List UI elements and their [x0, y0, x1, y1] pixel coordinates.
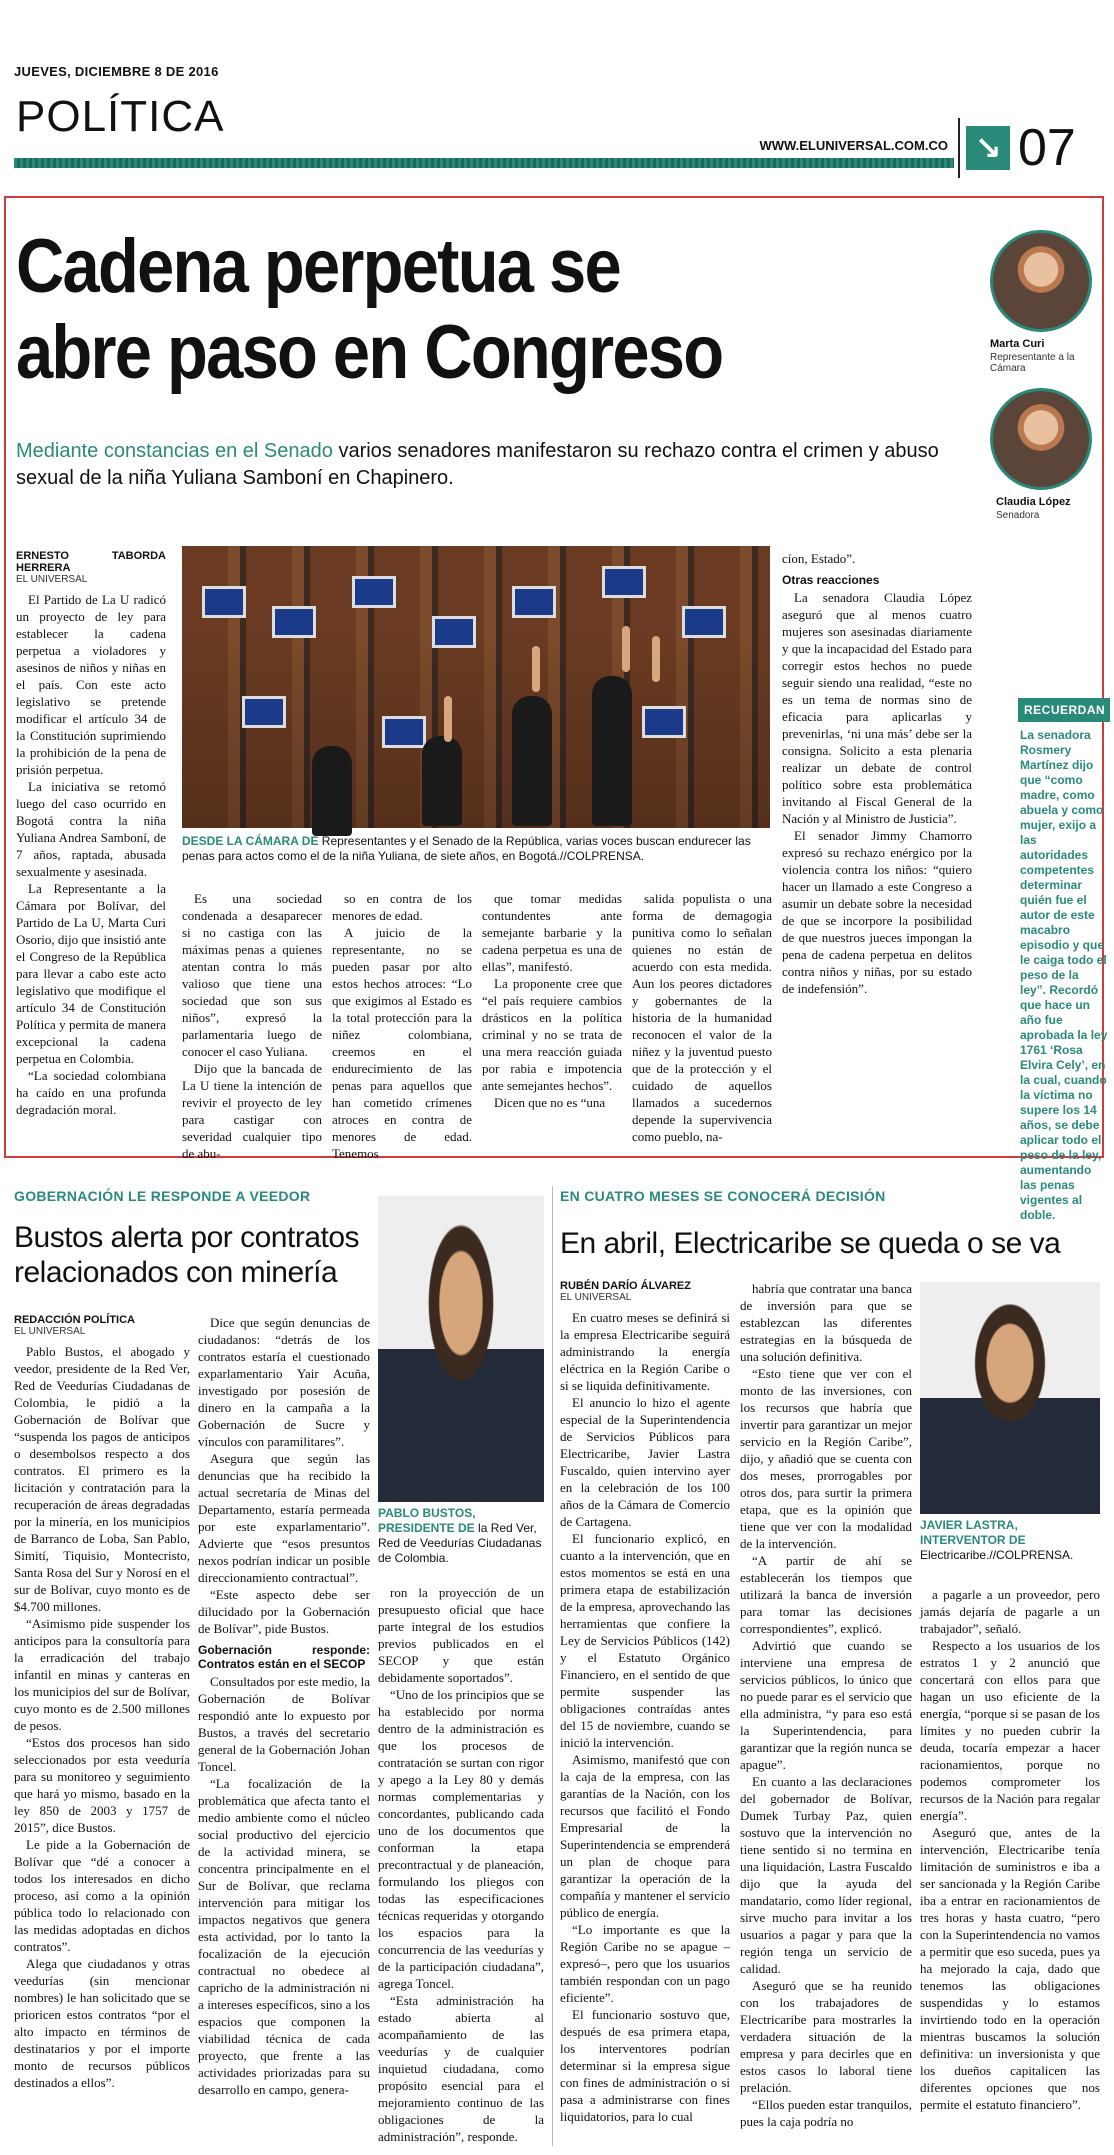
- paragraph: Le pide a la Gobernación de Bolívar que “dé a conocer a todos los interesados en dicho proceso, así como a la opinión pública todo lo relacionado con las medidas adoptadas en dichos contratos”.: [14, 1837, 190, 1954]
- paragraph: Aseguró que, antes de la intervención, Electricaribe tenía limitación de suministros e iba a ser sancionada y la Región Caribe iba a entrar en racionamientos de tres horas y hasta cuatro, “pero con la Superintendencia no vamos a permitir que eso suceda, pues ya ha mejorado la caja, dado que tenemos las obligaciones suspendidas y lo estamos invirtiendo todo en la operación mientras buscamos la solución definitiva: un inversionista y que los dueños capitalicen las diferentes opciones que nos permite el estatuto financiero”.: [920, 1825, 1100, 2112]
- deck-rest: varios senadores manifestaron su rechazo contra el crimen y abuso sexual de la niña Yuliana Samboní en Chapinero.: [16, 440, 939, 489]
- lastra-photo: [920, 1282, 1100, 1514]
- bustos-title: [14, 1220, 374, 1290]
- page-header: [14, 0, 1100, 182]
- header-rule: [14, 158, 954, 168]
- monitor: [242, 696, 286, 728]
- monitor: [352, 576, 396, 608]
- paragraph: so en contra de los menores de edad.: [332, 891, 472, 923]
- electricaribe-column-2: [740, 1280, 912, 2152]
- bustos-photo-caption: [378, 1506, 544, 1566]
- paragraph: El funcionario sostuvo que, después de esa primera etapa, los interventores podrían determinar si la empresa sigue con fines de administración o si pasa a administrarse con fines liquidatorios, para lo cual: [560, 2007, 730, 2124]
- avatar-name: Claudia López: [996, 496, 1071, 508]
- raised-hand: [532, 646, 540, 692]
- article-column-2: [182, 890, 322, 1161]
- byline-org: EL UNIVERSAL: [14, 1326, 86, 1337]
- paragraph: Es una sociedad condenada a desaparecer si no castiga con las máximas penas a quienes atentan contra lo más valioso que tiene una sociedad que son sus niños”, expresó la parlamentaria luego de conocer el caso Yuliana.: [182, 891, 322, 1059]
- bustos-photo: [378, 1196, 544, 1502]
- paragraph: “La focalización de la problemática que afecta tanto el medio ambiente como el núcleo social productivo del ejercicio de la actividad minera, se concentra principalmente en el Sur de Bolívar, que reclama intervención para mitigar los impactos negativos que genera esta actividad, por lo tanto la focalización de la ejecución contractual no obedece al capricho de la administración ni a intereses específicos, sino a los espacios que componen la viabilidad técnica de cada proyecto, que frente a las actividades priorizadas para su desarrollo en campo, genera-: [198, 1776, 370, 2097]
- legislator-figure: [592, 676, 632, 826]
- paragraph: Asimismo, manifestó que con la caja de la empresa, con las garantías de la Nación, con los recursos que facilitó el Fondo Empresarial de la Superintendencia se emprenderá un plan de choque para garantizar la operación de la compañía y mantener el servicio público de energía.: [560, 1752, 730, 1920]
- electricaribe-column-1: [560, 1280, 730, 2152]
- legislator-figure: [422, 736, 462, 826]
- caption-rest: la Red Ver, Red de Veedurías Ciudadanas de Colombia.: [378, 1521, 542, 1565]
- monitor: [642, 706, 686, 738]
- paragraph: El anuncio lo hizo el agente especial de la Superintendencia de Servicios Públicos para Electricaribe, Javier Lastra Fuscaldo, quien intervino ayer en la celebración de los 100 años de la Cámara de Comercio de Cartagena.: [560, 1395, 730, 1529]
- monitor: [272, 606, 316, 638]
- monitor: [432, 616, 476, 648]
- avatar-claudia-lopez: [990, 388, 1092, 490]
- paragraph: que tomar medidas contundentes ante semejante barbarie y la cadena perpetua es una de ellas”, manifestó.: [482, 891, 622, 974]
- paragraph: El funcionario explicó, en cuanto a la intervención, que en estos momentos se está en una primera etapa de estabilización de la empresa, aprovechando las herramientas que confiere la Ley de Servicios Públicos (142) y el Estatuto Orgánico Financiero, en el sentido de que permite suspender las obligaciones contraídas antes del 15 de noviembre, cuando se inició la intervención.: [560, 1531, 730, 1750]
- byline-org: EL UNIVERSAL: [560, 1292, 632, 1303]
- byline-org: EL UNIVERSAL: [16, 574, 88, 585]
- paragraph: “Estos dos procesos han sido seleccionados por esta veeduría para su monitoreo y seguimiento que hará yo mismo, basado en la ley 850 de 2003 y 1757 de 2015”, dice Bustos.: [14, 1735, 190, 1835]
- bustos-title-line-2: relacionados con minería: [14, 1256, 338, 1289]
- headline-line-1: Cadena perpetua se: [16, 224, 620, 309]
- headline-line-2: abre paso en Congreso: [16, 310, 723, 395]
- avatar-role: Senadora: [996, 510, 1040, 521]
- caption-rest: Representantes y el Senado de la República, varias voces buscan endurecer las penas para actos como el de la niña Yuliana, de siete años, en Bogotá.//COLPRENSA.: [182, 834, 751, 863]
- monitor: [382, 716, 426, 748]
- caption-rest: Electricaribe.//COLPRENSA.: [920, 1548, 1074, 1562]
- paragraph: “Lo importante es que la Región Caribe no se apague –expresó–, pero que los usuarios también respondan con un pago eficiente”.: [560, 1922, 730, 2005]
- paragraph: Dicen que no es “una: [494, 1095, 606, 1110]
- paragraph: A juicio de la representante, no se pueden pasar por alto estos hechos atroces: “Lo que exigimos al Estado es la total protección para la niñez colombiana, creemos en el endurecimiento de las penas para aquellos que han cometido crímenes atroces en contra de menores de edad. Tenemos: [332, 925, 472, 1161]
- page-number: 07: [1018, 119, 1076, 177]
- paragraph: Advirtió que cuando se interviene una empresa de servicios públicos, lo único que no puede parar es el servicio que ella administra, “y para eso está la Superintendencia, para garantizar que la región nunca se apague”.: [740, 1638, 912, 1772]
- electricaribe-title: En abril, Electricaribe se queda o se va: [560, 1227, 1061, 1260]
- recuerdan-sidebar: [1018, 698, 1110, 1229]
- paragraph: “Ellos pueden estar tranquilos, pues la caja podría no: [740, 2097, 912, 2129]
- issue-date: JUEVES, DICIEMBRE 8 DE 2016: [14, 64, 219, 79]
- page-marker: [958, 118, 1100, 178]
- raised-hand: [652, 636, 660, 682]
- section-title: POLÍTICA: [16, 92, 225, 141]
- paragraph: Aseguró que se ha reunido con los trabajadores de Electricaribe para mostrarles la verdadera situación de la empresa y para decirles que en estos casos lo laboral tiene prelación.: [740, 1978, 912, 2095]
- article-column-3: [332, 890, 472, 1161]
- paragraph: Respecto a los usuarios de los estratos 1 y 2 anunció que concertará con ellos para que hagan un uso eficiente de la energía, “porque si se pasan de los límites y no pueden cubrir la deuda, tocaría empezar a hacer racionamientos, porque no podemos comprometer los recursos de la Nación para regalar energía”.: [920, 1638, 1100, 1823]
- bustos-kicker: GOBERNACIÓN LE RESPONDE A VEEDOR: [14, 1188, 311, 1204]
- congress-photo: [182, 546, 770, 828]
- column-divider: [552, 1186, 553, 2146]
- paragraph: Dice que según denuncias de ciudadanos: “detrás de los contratos estaría el cuestionado exparlamentario Yair Acuña, investigado por posesión de dinero en la campaña a la Gobernación de Sucre y vínculos con paramilitares”.: [198, 1315, 370, 1449]
- paragraph: Alega que ciudadanos y otras veedurías (sin mencionar nombres) le han solicitado que se prioricen estos contratos “por el alto impacto en términos de destinatarios y por el importe monto de recursos públicos destinados a ellos”.: [14, 1956, 190, 2090]
- site-url[interactable]: WWW.ELUNIVERSAL.COM.CO: [759, 138, 948, 153]
- electricaribe-kicker: EN CUATRO MESES SE CONOCERÁ DECISIÓN: [560, 1188, 886, 1204]
- paragraph: “Este aspecto debe ser dilucidado por la Gobernación de Bolívar”, pide Bustos.: [198, 1587, 370, 1636]
- paragraph: “Esto tiene que ver con el monto de las inversiones, con los recursos que habría que invertir para garantizar un mejor servicio en la Región Caribe”, dijo, y añadió que se cuenta con dos meses, prorrogables por otros dos, para surtir la primera etapa, que es la opinión que tiene que ver con la modalidad de la intervención.: [740, 1366, 912, 1551]
- paragraph: El senador Jimmy Chamorro expresó su rechazo enérgico por la violencia contra los niños: “quiero hacer un llamado a este Congreso a asumir un debate sobre la necesidad de que se incorpore la posibilidad de que nuestros jueces impongan la pena de cadena perpetua en delitos contra niños y niñas, por su estado de indefensión”.: [782, 828, 972, 996]
- paragraph: ron la proyección de un presupuesto oficial que hace parte integral de los estudios previos publicados en el SECOP y que están debidamente soportados”.: [378, 1585, 544, 1685]
- deck: [16, 438, 956, 492]
- caption-lead: DESDE LA CÁMARA DE: [182, 834, 319, 848]
- article-column-5: [632, 890, 772, 1152]
- paragraph: La proponente cree que “el país requiere cambios drásticos en la política criminal y no se trata de una mera reacción guiada por rabia e impotencia ante semejantes hechos”.: [482, 976, 622, 1093]
- paragraph: En cuanto a las declaraciones del gobernador de Bolívar, Dumek Turbay Paz, quien sostuvo que la intervención no tiene sentido si no termina en una liquidación, Lastra Fuscaldo dijo que la ayuda del mandatario, como líder regional, sirve mucho para invitar a los usuarios a pagar y para que la región tenga un servicio de calidad.: [740, 1774, 912, 1976]
- paragraph-continuation: cíon, Estado”.: [782, 551, 856, 566]
- monitor: [512, 586, 556, 618]
- monitor: [202, 586, 246, 618]
- recuerdan-tab: RECUERDAN: [1018, 698, 1110, 722]
- article-column-6: [782, 550, 972, 1150]
- avatar-role: Representante a la Cámara: [990, 352, 1075, 374]
- bustos-column-3: [378, 1584, 544, 2152]
- paragraph: Asegura que según las denuncias que ha recibido la actual secretaría de Minas del Departamento, estaría permeada por este exparlamentario”. Advierte que “esos presuntos nexos podrían indicar un posible direccionamiento contractual”.: [198, 1451, 370, 1585]
- paragraph: El Partido de La U radicó un proyecto de ley para establecer la cadena perpetua a violadores y asesinos de niños y niñas en el país. Con este acto legislativo se pretende modificar el artículo 34 de la Constitución suprimiendo la prohibición de la pena de prisión perpetua.: [16, 592, 166, 777]
- avatar-name: Marta Curi: [990, 338, 1045, 350]
- paragraph: habría que contratar una banca de inversión para que se establezcan las diferentes estrategias en la búsqueda de una solución definitiva.: [740, 1281, 912, 1364]
- bustos-column-1: [14, 1314, 190, 2152]
- monitor: [682, 606, 726, 638]
- caption-lead: JAVIER LASTRA, INTERVENTOR DE: [920, 1518, 1026, 1547]
- paragraph: En cuatro meses se definirá si la empresa Electricaribe seguirá administrando la energía eléctrica en la Región Caribe o si se liquida definitivamente.: [560, 1310, 730, 1393]
- legislator-figure: [312, 746, 352, 836]
- subhead: Gobernación responde: Contratos están en el SECOP: [198, 1643, 370, 1671]
- avatar-marta-curi: [990, 230, 1092, 332]
- paragraph: “La sociedad colombiana ha caído en una profunda degradación moral.: [16, 1068, 166, 1117]
- paragraph: La senadora Claudia López aseguró que al menos cuatro mujeres son asesinadas diariamente y que la incapacidad del Estado para corregir estos hechos no puede seguir siendo una realidad, “este no es un tema de normas sino de eficacia para aplicarlas y prevenirlas, ‘ni una más’ debe ser la consigna. Solicito a esta plenaria realizar un debate de control político sobre esta problemática invitando al Fiscal General de la Nación y al Ministro de Justicia”.: [782, 590, 972, 826]
- monitor: [602, 566, 646, 598]
- bustos-title-line-1: Bustos alerta por contratos: [14, 1221, 360, 1254]
- paragraph: “Esta administración ha estado abierta al acompañamiento de las veedurías y de cualquier inquietud ciudadana, como propósito esencial para el mejoramiento continuo de las obligaciones de la administración”, responde.: [378, 1993, 544, 2144]
- paragraph: “A partir de ahí se establecerán los tiempos que utilizará la banca de inversión para tomar las decisiones correspondientes”, explicó.: [740, 1553, 912, 1636]
- article-column-1: [16, 550, 166, 1150]
- subhead: Otras reacciones: [782, 573, 880, 587]
- byline: ERNESTO TABORDA HERRERA: [16, 550, 166, 574]
- recuerdan-text: La senadora Rosmery Martínez dijo que “como madre, como abuela y como mujer, exijo a las autoridades competentes determinar quién fue el autor de este macabro episodio y que le caiga todo el peso de la ley”. Recordó que hace un año fue aprobada la ley 1761 ‘Rosa Elvira Cely’, en la cual, cuando la víctima no supere los 14 años, se debe aplicar todo el peso de la ley, aumentando las penas vigentes al doble.: [1020, 728, 1108, 1222]
- lastra-photo-caption: [920, 1518, 1100, 1563]
- paragraph: Consultados por este medio, la Gobernación de Bolívar respondió ante lo expuesto por Bustos, a través del secretario general de la Gobernación Johan Toncel.: [198, 1674, 370, 1774]
- raised-hand: [444, 696, 452, 742]
- bustos-column-2: [198, 1314, 370, 2152]
- paragraph: La Representante a la Cámara por Bolívar, del Partido de La U, Marta Curi Osorio, dijo que insistió ante el Congreso de la República para llevar a cabo este acto legislativo que modifique el artículo 34 de Constitución Política y permita de manera excepcional la cadena perpetua en Colombia.: [16, 881, 166, 1066]
- paragraph: “Uno de los principios que se ha establecido por norma dentro de la administración es que los procesos de contratación se surtan con rigor y apego a la Ley 80 y demás normas complementarias y concordantes, publicando cada uno de los documentos que conforman la etapa precontractual y de planeación, formulando los pliegos con todas las especificaciones técnicas requeridas y otorgando los espacios para la concurrencia de las veedurías y de la participación ciudadana”, agrega Toncel.: [378, 1687, 544, 1991]
- paragraph: “Asimismo pide suspender los anticipos para la consultoría para la erradicación del trabajo infantil en minas y canteras en los municipios del sur de Bolívar, cuyo monto es de 2.500 millones de pesos.: [14, 1616, 190, 1733]
- paragraph: La iniciativa se retomó luego del caso ocurrido en Bogotá contra la niña Yuliana Andrea Samboní, de 7 años, raptada, abusada sexualmente y asesinada.: [16, 779, 166, 879]
- deck-lead: Mediante constancias en el Senado: [16, 440, 333, 462]
- photo-caption: [182, 834, 770, 864]
- raised-hand: [622, 626, 630, 672]
- arrow-down-right-icon: ↘: [966, 126, 1010, 170]
- byline: REDACCIÓN POLÍTICA: [14, 1314, 135, 1326]
- paragraph: salida populista o una forma de demagogia punitiva como lo señalan quienes no están de acuerdo con esta medida. Aun los peores dictadores y gobernantes de la historia de la humanidad reconocen el valor de la niñez y la juventud puesto que de la protección y el cuidado de aquellos llamados a sucedernos depende la supervivencia como pueblo, na-: [632, 891, 772, 1144]
- paragraph: a pagarle a un proveedor, pero jamás dejaría de pagarle a un trabajador”, señaló.: [920, 1587, 1100, 1636]
- legislator-figure: [512, 696, 552, 826]
- paragraph: Pablo Bustos, el abogado y veedor, presidente de la Red Ver, Red de Veedurías Ciudadanas de Colombia, le pidió a la Gobernación de Bolívar que “suspenda los pagos de anticipos o desembolsos respecto a dos contratos. El primero es la licitación y contratación para la recuperación de áreas degradadas por la minería, en los municipios de Barranco de Loba, San Pablo, Simití, Tiquisio, Montecristo, Santa Rosa del Sur y Norosí en el sur de Bolívar, cuyo monto es de $4.700 millones.: [14, 1344, 190, 1614]
- article-column-4: [482, 890, 622, 1152]
- caption-lead: PABLO BUSTOS, PRESIDENTE DE: [378, 1506, 476, 1535]
- byline: RUBÉN DARÍO ÁLVAREZ: [560, 1280, 691, 1292]
- electricaribe-column-3: [920, 1586, 1100, 2152]
- paragraph: Dijo que la bancada de La U tiene la intención de revivir el proyecto de ley para castigar con severidad cualquier tipo de abu-: [182, 1061, 322, 1161]
- headline: [16, 224, 852, 396]
